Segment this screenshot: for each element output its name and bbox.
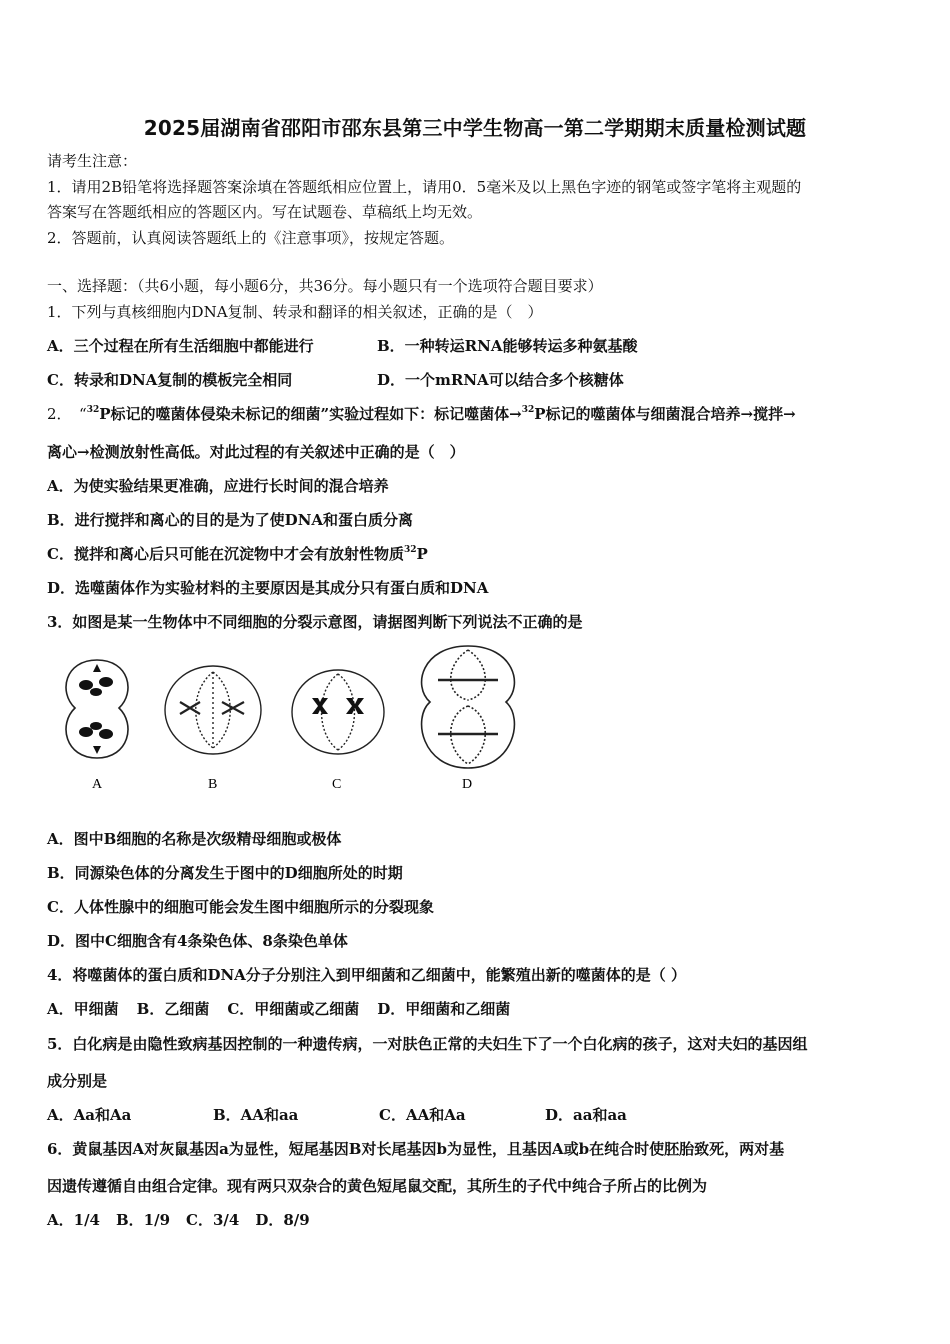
- q6-options: [47, 1210, 310, 1230]
- q1-option-b[interactable]: B．一种转运RNA能够转运多种氨基酸: [377, 337, 638, 355]
- q3-option-a[interactable]: A．图中B细胞的名称是次级精母细胞或极体: [47, 830, 342, 848]
- notice-item-1a: 1．请用2B铅笔将选择题答案涂填在答题纸相应位置上，请用0．5毫米及以上黑色字迹的钢笔或签字笔将主观题的: [47, 178, 802, 196]
- q5-options: [47, 1105, 627, 1125]
- q4-options: [47, 999, 510, 1019]
- q4-option-c[interactable]: C．甲细菌或乙细菌: [227, 1000, 360, 1018]
- figure-label-d: D: [462, 777, 473, 792]
- q1-option-a[interactable]: A．三个过程在所有生活细胞中都能进行: [47, 337, 314, 355]
- q1-option-d[interactable]: D．一个mRNA可以结合多个核糖体: [377, 371, 624, 389]
- section-heading: 一、选择题：（共6小题，每小题6分，共36分。每小题只有一个选项符合题目要求）: [47, 277, 603, 295]
- q5-stem-line2: 成分别是: [47, 1072, 108, 1090]
- q2-option-b[interactable]: B．进行搅拌和离心的目的是为了使DNA和蛋白质分离: [47, 511, 414, 529]
- q3-option-c[interactable]: C．人体性腺中的细胞可能会发生图中细胞所示的分裂现象: [47, 898, 434, 916]
- q5-stem-line1: 5．白化病是由隐性致病基因控制的一种遗传病，一对肤色正常的夫妇生下了一个白化病的孩子，这对夫妇的基因组: [47, 1035, 808, 1053]
- q4-option-d[interactable]: D．甲细菌和乙细菌: [377, 1000, 511, 1018]
- q6-option-b[interactable]: B．1/9: [116, 1211, 171, 1229]
- q2-option-d[interactable]: D．选噬菌体作为实验材料的主要原因是其成分只有蛋白质和DNA: [47, 579, 489, 597]
- notice-item-1b: 答案写在答题纸相应的答题区内。写在试题卷、草稿纸上均无效。: [47, 203, 483, 221]
- q2-sup-2: 32: [521, 405, 535, 415]
- figure-label-a: A: [92, 777, 103, 792]
- cell-a-diagram: [66, 660, 128, 758]
- q5-option-c[interactable]: C．AA和Aa: [379, 1106, 466, 1124]
- q2-stem-line2: 离心→检测放射性高低。对此过程的有关叙述中正确的是（ ）: [47, 443, 465, 461]
- q1-option-c[interactable]: C．转录和DNA复制的模板完全相同: [47, 371, 293, 389]
- q5-option-a[interactable]: A．Aa和Aa: [47, 1106, 132, 1124]
- q2-stem-line1: [47, 404, 796, 424]
- q6-option-d[interactable]: D．8/9: [255, 1211, 310, 1229]
- q2-stem-mid2: P标记的噬菌体与细菌混合培养→搅拌→: [534, 405, 796, 423]
- q2-option-c-suffix: P: [416, 545, 428, 563]
- q2-option-a[interactable]: A．为使实验结果更准确，应进行长时间的混合培养: [47, 477, 389, 495]
- cell-b-diagram: [165, 666, 261, 754]
- notice-heading: 请考生注意：: [47, 152, 138, 170]
- q6-stem-line2: 因遗传遵循自由组合定律。现有两只双杂合的黄色短尾鼠交配，其所生的子代中纯合子所占的比例为: [47, 1177, 708, 1195]
- q6-stem-line1: 6．黄鼠基因A对灰鼠基因a为显性，短尾基因B对长尾基因b为显性，且基因A或b在纯合时使胚胎致死，两对基: [47, 1140, 785, 1158]
- cell-division-figure: [50, 640, 530, 800]
- page-title: 2025届湖南省邵阳市邵东县第三中学生物高一第二学期期末质量检测试题: [143, 116, 807, 140]
- q3-option-d[interactable]: D．图中C细胞含有4条染色体、8条染色单体: [47, 932, 348, 950]
- q3-option-b[interactable]: B．同源染色体的分离发生于图中的D细胞所处的时期: [47, 864, 403, 882]
- figure-label-b: B: [208, 777, 218, 792]
- q2-option-c[interactable]: [47, 544, 428, 564]
- q1-stem: 1．下列与真核细胞内DNA复制、转录和翻译的相关叙述，正确的是（ ）: [47, 303, 543, 321]
- q2-sup-1: 32: [86, 405, 100, 415]
- q5-option-b[interactable]: B．AA和aa: [213, 1106, 299, 1124]
- cell-d-diagram: [422, 646, 515, 768]
- figure-label-c: C: [332, 777, 342, 792]
- q5-option-d[interactable]: D．aa和aa: [545, 1106, 627, 1124]
- q1-options-row2: [47, 370, 624, 390]
- q1-options-row1: [47, 336, 638, 356]
- q6-option-a[interactable]: A．1/4: [47, 1211, 100, 1229]
- cell-c-diagram: [292, 670, 384, 754]
- notice-item-2: 2．答题前，认真阅读答题纸上的《注意事项》，按规定答题。: [47, 229, 455, 247]
- q4-stem: 4．将噬菌体的蛋白质和DNA分子分别注入到甲细菌和乙细菌中，能繁殖出新的噬菌体的是（ ）: [47, 966, 687, 984]
- q2-stem-prefix: 2． “: [47, 405, 87, 423]
- q4-option-b[interactable]: B．乙细菌: [136, 1000, 210, 1018]
- q6-option-c[interactable]: C．3/4: [186, 1211, 240, 1229]
- q2-option-c-sup: 32: [403, 545, 417, 555]
- q2-stem-mid1: P标记的噬菌体侵染未标记的细菌”实验过程如下：标记噬菌体→: [99, 405, 522, 423]
- q3-stem: 3．如图是某一生物体中不同细胞的分裂示意图，请据图判断下列说法不正确的是: [47, 613, 583, 631]
- q4-option-a[interactable]: A．甲细菌: [47, 1000, 119, 1018]
- q2-option-c-text: C．搅拌和离心后只可能在沉淀物中才会有放射性物质: [47, 545, 404, 563]
